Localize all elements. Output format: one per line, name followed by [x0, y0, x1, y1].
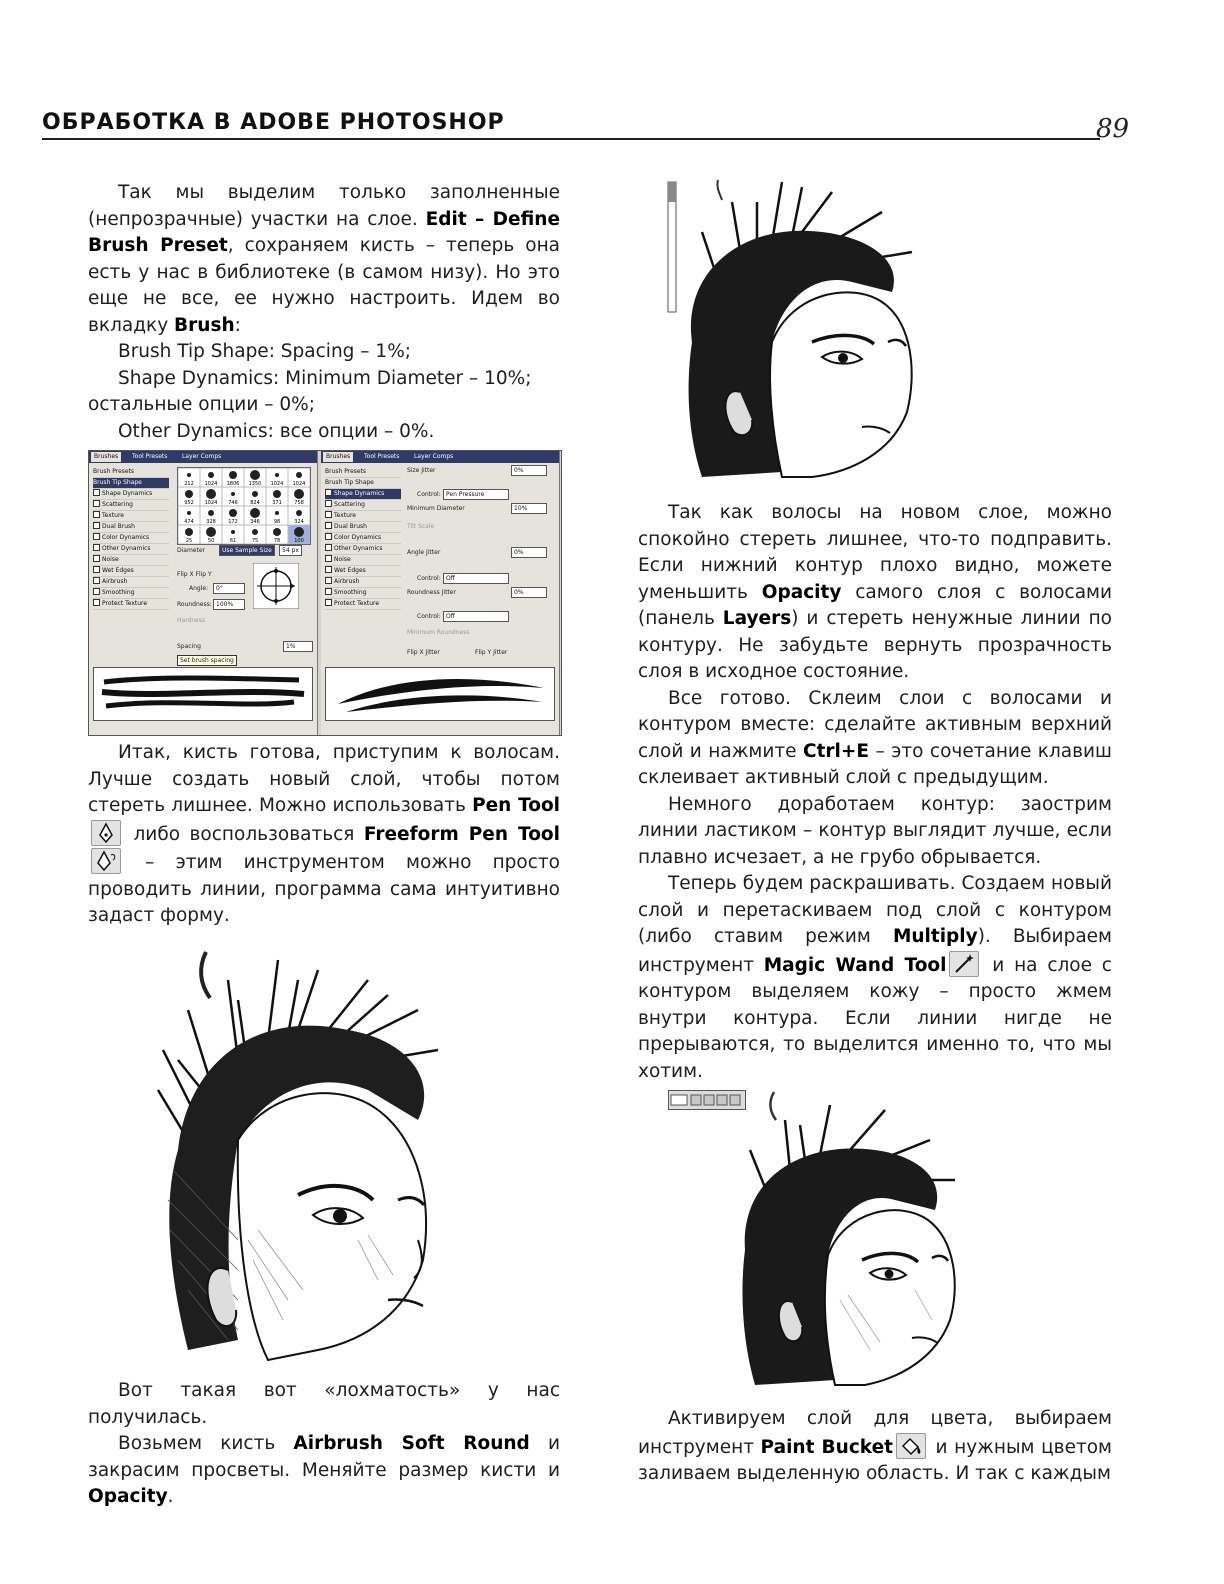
- checkbox[interactable]: [325, 489, 332, 496]
- text-span: – это сочетание клавиш склеивает активный слой с предыдущим.: [638, 740, 1112, 788]
- brush-option-label: Noise: [334, 556, 351, 563]
- roundness-label: Roundness:: [177, 601, 212, 608]
- term-define-brush-preset: Edit – Define Brush Preset: [88, 208, 560, 256]
- spacing-field[interactable]: 1%: [283, 641, 313, 652]
- text-span: Итак, кисть готова, приступим к волосам. Лучше создать новый слой, чтобы потом стереть лишнее. Можно использовать: [88, 742, 560, 816]
- control-label-3: Control:: [417, 613, 441, 620]
- brush-option-label: Other Dynamics: [102, 545, 151, 552]
- pen-tool-icon: [91, 820, 121, 846]
- brush-preset[interactable]: [244, 487, 266, 506]
- diameter-label: Diameter: [177, 547, 206, 554]
- right-column-top: [638, 500, 1112, 1085]
- brush-preset-size: 324: [294, 519, 304, 525]
- flip-y-jitter-checkbox[interactable]: Flip Y Jitter: [475, 649, 508, 656]
- brush-preset-size: 1024: [270, 481, 284, 487]
- brush-option-brush-tip-shape[interactable]: [93, 478, 169, 489]
- diameter-field[interactable]: 54 px: [279, 545, 302, 556]
- brush-option-dual-brush[interactable]: [93, 522, 169, 533]
- header-rule: [42, 138, 1100, 140]
- setting-other-dynamics: Other Dynamics: все опции – 0%.: [118, 420, 435, 442]
- checkbox[interactable]: [325, 555, 332, 562]
- term-freeform-pen-tool: Freeform Pen Tool: [363, 823, 560, 845]
- size-jitter-label: Size Jitter: [407, 467, 436, 474]
- brush-preset[interactable]: [288, 506, 310, 525]
- left-column-bottom: [88, 1378, 560, 1511]
- brush-option-label: Wet Edges: [102, 567, 134, 574]
- term-paint-bucket: Paint Bucket: [760, 1436, 893, 1458]
- brush-option-label: Smoothing: [334, 589, 367, 596]
- text-span: и закрасим просветы. Меняйте размер кисти и: [88, 1433, 560, 1481]
- checkbox[interactable]: [93, 588, 100, 595]
- text-span: и нужным цветом заливаем выделенную область. И так с каждым: [638, 1436, 1112, 1484]
- text-span: Теперь будем раскрашивать. Создаем новый слой и перетаскиваем под слой с контуром (либо ставим режим: [638, 873, 1112, 947]
- brush-preset-size: 1806: [226, 481, 240, 487]
- brush-preset-size: 100: [294, 538, 304, 544]
- tab-tool-presets[interactable]: Tool Presets: [364, 453, 400, 460]
- brush-option-brush-presets[interactable]: [325, 467, 401, 478]
- brush-preset[interactable]: [222, 468, 244, 487]
- term-layers: Layers: [722, 608, 792, 629]
- brush-option-label: Dual Brush: [102, 523, 135, 530]
- brush-preset-size: 1350: [248, 481, 262, 487]
- tab-layer-comps[interactable]: Layer Comps: [182, 453, 222, 460]
- brush-preset-size: 50: [207, 538, 215, 544]
- right-paragraph-4: [638, 871, 1112, 1085]
- checkbox[interactable]: [325, 588, 332, 595]
- left-paragraph-2: [88, 740, 560, 930]
- text-span: ) и стереть ненужные линии по контуру. Не забудьте вернуть прозрачность слоя в исходное состояние.: [638, 608, 1112, 682]
- text-span: – этим инструментом можно просто проводить линии, программа сама интуитивно задаст форму.: [88, 852, 560, 926]
- angle-roundness-widget[interactable]: [253, 563, 299, 609]
- brush-preset[interactable]: [266, 468, 288, 487]
- brush-preset[interactable]: [200, 525, 222, 544]
- use-sample-size-button[interactable]: Use Sample Size: [219, 545, 275, 556]
- brush-preset[interactable]: [200, 487, 222, 506]
- tilt-scale-label: Tilt Scale: [407, 523, 435, 530]
- angle-label: Angle:: [189, 585, 209, 592]
- brush-option-label: Airbrush: [334, 578, 360, 585]
- brush-preset-size: 346: [250, 519, 260, 525]
- left-paragraph-1: [88, 180, 560, 339]
- brush-preset-size: 172: [228, 519, 238, 525]
- text-span: :: [234, 314, 241, 336]
- control-select[interactable]: Pen Pressure: [443, 489, 509, 500]
- panel-tabs: [321, 451, 559, 463]
- brush-option-label: Color Dynamics: [102, 534, 150, 541]
- text-span: Возьмем кисть: [118, 1433, 294, 1454]
- angle-jitter-field[interactable]: 0%: [511, 547, 547, 558]
- brush-option-label: Noise: [102, 556, 119, 563]
- brushes-panel-right: [321, 451, 560, 735]
- checkbox[interactable]: [325, 522, 332, 529]
- checkbox[interactable]: [93, 544, 100, 551]
- right-column-bottom: [638, 1406, 1112, 1488]
- brush-preset-size: 1024: [204, 481, 218, 487]
- brush-option-scattering[interactable]: [325, 500, 401, 511]
- text-span: Все готово. Склеим слои с волосами и контуром вместе: сделайте активным верхний слой и нажмите: [638, 687, 1112, 762]
- brush-preset[interactable]: [222, 506, 244, 525]
- brush-option-color-dynamics[interactable]: [93, 533, 169, 544]
- brush-option-label: Other Dynamics: [334, 545, 383, 552]
- brush-options-list: [325, 467, 401, 610]
- setting-brush-tip: Brush Tip Shape: Spacing – 1%;: [118, 341, 412, 362]
- left-paragraph-4: [88, 1431, 560, 1511]
- brush-option-color-dynamics[interactable]: [325, 533, 401, 544]
- left-paragraph-3: Вот такая вот «лохматость» у нас получилась.: [88, 1380, 560, 1428]
- left-column-top: [88, 180, 560, 445]
- brush-option-wet-edges[interactable]: [93, 566, 169, 577]
- brush-preset-size: 328: [206, 519, 216, 525]
- size-jitter-field[interactable]: 0%: [511, 465, 547, 476]
- brush-option-shape-dynamics[interactable]: [93, 489, 169, 500]
- brush-option-label: Brush Presets: [325, 468, 367, 475]
- brush-preset[interactable]: [200, 468, 222, 487]
- left-column-mid: [88, 740, 560, 930]
- hair-illustration-bottom-right: [700, 1080, 1080, 1400]
- min-diameter-label: Minimum Diameter: [407, 505, 465, 512]
- roundness-field[interactable]: 100%: [213, 599, 245, 610]
- brush-option-label: Dual Brush: [334, 523, 367, 530]
- brush-preset-size: 474: [184, 519, 194, 525]
- brush-option-smoothing[interactable]: [93, 588, 169, 599]
- brush-preset[interactable]: [266, 506, 288, 525]
- brush-preset-size: 1024: [292, 481, 306, 487]
- checkbox[interactable]: [325, 544, 332, 551]
- brush-option-label: Brush Presets: [93, 468, 135, 475]
- brush-option-label: Airbrush: [102, 578, 128, 585]
- checkbox[interactable]: [93, 577, 100, 584]
- flip-x-jitter-checkbox[interactable]: Flip X Jitter: [407, 649, 440, 656]
- checkbox[interactable]: [325, 533, 332, 540]
- brush-options-list: [93, 467, 169, 610]
- text-span: Так мы выделим только заполненные (непрозрачные) участки на слое.: [88, 182, 560, 230]
- brush-preset-grid[interactable]: [177, 467, 311, 545]
- control-label-2: Control:: [417, 575, 441, 582]
- brush-option-shape-dynamics[interactable]: [325, 489, 401, 500]
- right-paragraph-1: [638, 500, 1112, 686]
- tab-layer-comps[interactable]: Layer Comps: [414, 453, 454, 460]
- brush-preset[interactable]: [288, 525, 310, 544]
- tab-tool-presets[interactable]: Tool Presets: [132, 453, 168, 460]
- stroke-preview-left: [93, 667, 313, 721]
- term-pen-tool: Pen Tool: [472, 795, 560, 816]
- brush-preset-size: 75: [251, 538, 259, 544]
- brush-preset-size: 758: [294, 500, 304, 506]
- control-select-3[interactable]: Off: [443, 611, 509, 622]
- checkbox[interactable]: [93, 566, 100, 573]
- checkbox[interactable]: [325, 577, 332, 584]
- brush-option-label: Shape Dynamics: [102, 490, 153, 497]
- stroke-preview-right: [325, 667, 555, 721]
- checkbox[interactable]: [325, 511, 332, 518]
- brush-preset-size: 25: [185, 538, 193, 544]
- text-span: Так как волосы на новом слое, можно спокойно стереть лишнее, что-то подправить. Если нижний контур плохо видно, можете уменьшить: [638, 502, 1112, 603]
- brush-preset[interactable]: [288, 468, 310, 487]
- brush-preset[interactable]: [178, 468, 200, 487]
- brush-option-brush-presets[interactable]: [93, 467, 169, 478]
- right-paragraph-3: Немного доработаем контур: заострим линии ластиком – контур выглядит лучше, если плавно исчезает, а не грубо обрывается.: [638, 793, 1112, 868]
- min-diameter-field[interactable]: 10%: [511, 503, 547, 514]
- brush-preset-size: 61: [229, 538, 237, 544]
- panel-tabs: [89, 451, 317, 463]
- term-airbrush-soft-round: Airbrush Soft Round: [293, 1433, 530, 1454]
- brush-preset[interactable]: [244, 525, 266, 544]
- brush-option-label: Texture: [102, 512, 124, 519]
- brush-preset[interactable]: [266, 525, 288, 544]
- brush-option-noise[interactable]: [93, 555, 169, 566]
- freeform-pen-tool-icon: [91, 848, 121, 874]
- brush-option-label: Scattering: [102, 501, 133, 508]
- spacing-checkbox[interactable]: Spacing: [177, 643, 201, 650]
- roundness-jitter-label: Roundness Jitter: [407, 589, 456, 596]
- brush-option-label: Wet Edges: [334, 567, 366, 574]
- checkbox[interactable]: [93, 511, 100, 518]
- brush-option-label: Texture: [334, 512, 356, 519]
- hardness-label: Hardness: [177, 617, 206, 624]
- page-header-title: ОБРАБОТКА В ADOBE PHOTOSHOP: [42, 110, 505, 135]
- brush-option-noise[interactable]: [325, 555, 401, 566]
- brush-option-dual-brush[interactable]: [325, 522, 401, 533]
- brush-preset[interactable]: [244, 506, 266, 525]
- checkbox[interactable]: [93, 522, 100, 529]
- checkbox[interactable]: [325, 566, 332, 573]
- control-select-2[interactable]: Off: [443, 573, 509, 584]
- tab-brushes[interactable]: Brushes: [323, 452, 353, 462]
- right-paragraph-2: [638, 686, 1112, 792]
- checkbox[interactable]: [93, 500, 100, 507]
- brush-preset[interactable]: [266, 487, 288, 506]
- text-span: .: [167, 1486, 174, 1507]
- term-opacity: Opacity: [88, 1486, 168, 1507]
- min-roundness-label: Minimum Roundness: [407, 629, 470, 636]
- brushes-panel-screenshot: [88, 450, 562, 736]
- brush-option-other-dynamics[interactable]: [325, 544, 401, 555]
- brush-option-label: Protect Texture: [102, 600, 148, 607]
- term-brush: Brush: [174, 314, 235, 336]
- brushes-panel-left: [89, 451, 318, 735]
- brush-option-label: Color Dynamics: [334, 534, 382, 541]
- text-span: либо воспользоваться: [124, 823, 364, 845]
- angle-jitter-label: Angle Jitter: [407, 549, 441, 556]
- page-number: 89: [1096, 114, 1130, 144]
- brush-option-label: Scattering: [334, 501, 365, 508]
- checkbox[interactable]: [325, 599, 332, 606]
- roundness-jitter-field[interactable]: 0%: [511, 587, 547, 598]
- hair-illustration-large: [118, 940, 558, 1380]
- tab-brushes[interactable]: Brushes: [91, 452, 121, 462]
- brush-option-smoothing[interactable]: [325, 588, 401, 599]
- checkbox[interactable]: [93, 533, 100, 540]
- brush-preset-size: 1024: [204, 500, 218, 506]
- brush-preset[interactable]: [222, 487, 244, 506]
- brush-preset[interactable]: [178, 525, 200, 544]
- brush-preset[interactable]: [288, 487, 310, 506]
- checkbox[interactable]: [93, 599, 100, 606]
- brush-preset-size: 98: [273, 519, 281, 525]
- brush-preset[interactable]: [222, 525, 244, 544]
- right-paragraph-5: [638, 1406, 1112, 1488]
- brush-option-wet-edges[interactable]: [325, 566, 401, 577]
- brush-preset-size: 78: [273, 538, 281, 544]
- text-span: самого слоя с волосами (панель: [638, 581, 1113, 629]
- text-span: , сохраняем кисть – теперь она есть у нас в библиотеке (в самом низу). Но это еще не все, ее нужно настроить. Идем во вкладку: [88, 235, 560, 336]
- brush-option-other-dynamics[interactable]: [93, 544, 169, 555]
- control-label: Control:: [417, 491, 441, 498]
- spacing-tooltip: Set brush spacing: [177, 655, 237, 666]
- brush-preset[interactable]: [178, 487, 200, 506]
- brush-option-label: Smoothing: [102, 589, 135, 596]
- brush-preset[interactable]: [244, 468, 266, 487]
- brush-option-texture[interactable]: [325, 511, 401, 522]
- term-multiply: Multiply: [892, 926, 978, 947]
- brush-preset-size: 824: [250, 500, 260, 506]
- brush-option-label: Protect Texture: [334, 600, 380, 607]
- text-span: и на слое с контуром выделяем кожу – просто жмем внутри контура. Если линии нигде не прерываются, то выделится именно то, что мы хотим.: [638, 954, 1112, 1082]
- brush-option-label: Shape Dynamics: [334, 490, 385, 497]
- term-opacity-right: Opacity: [761, 581, 842, 603]
- brush-option-label: Brush Tip Shape: [325, 479, 374, 486]
- brush-preset-size: 371: [272, 500, 282, 506]
- brush-preset-size: 952: [184, 500, 194, 506]
- checkbox[interactable]: [325, 500, 332, 507]
- term-ctrl-e: Ctrl+E: [803, 740, 870, 762]
- brush-option-airbrush[interactable]: [325, 577, 401, 588]
- brush-option-brush-tip-shape[interactable]: [325, 478, 401, 489]
- brush-option-airbrush[interactable]: [93, 577, 169, 588]
- brush-option-scattering[interactable]: [93, 500, 169, 511]
- text-span: ). Выбираем инструмент: [638, 926, 1112, 976]
- magic-wand-icon: [949, 951, 979, 977]
- text-span: Активируем слой для цвета, выбираем инструмент: [638, 1408, 1112, 1458]
- brush-option-protect-texture[interactable]: [325, 599, 401, 610]
- brush-option-texture[interactable]: [93, 511, 169, 522]
- term-magic-wand-tool: Magic Wand Tool: [763, 954, 947, 976]
- brush-option-label: Brush Tip Shape: [93, 479, 142, 486]
- paint-bucket-icon: [896, 1433, 926, 1459]
- setting-shape-dynamics: Shape Dynamics: Minimum Diameter – 10%; остальные опции – 0%;: [88, 367, 532, 415]
- brush-preset[interactable]: [200, 506, 222, 525]
- brush-preset-size: 212: [184, 481, 194, 487]
- checkbox[interactable]: [93, 555, 100, 562]
- brush-preset[interactable]: [178, 506, 200, 525]
- brush-preset-size: 746: [228, 500, 238, 506]
- checkbox[interactable]: [93, 489, 100, 496]
- angle-field[interactable]: 0°: [213, 583, 245, 594]
- flip-checkboxes[interactable]: Flip X Flip Y: [177, 571, 212, 578]
- hair-illustration-top-right: [662, 172, 1112, 484]
- brush-option-protect-texture[interactable]: [93, 599, 169, 610]
